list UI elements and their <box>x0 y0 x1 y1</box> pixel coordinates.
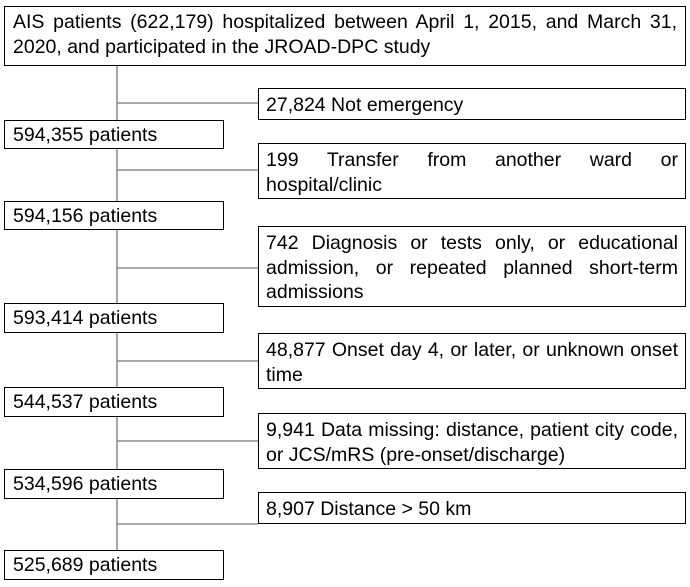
count-box-4: 544,537 patients <box>4 387 224 417</box>
exclusion-box-2: 199 Transfer from another ward or hospital/clinic <box>258 143 686 199</box>
exclusion-box-1: 27,824 Not emergency <box>258 88 686 120</box>
start-box: AIS patients (622,179) hospitalized between April 1, 2015, and March 31, 2020, and participated in the JROAD-DPC study <box>4 6 686 66</box>
exclusion-box-3: 742 Diagnosis or tests only, or educational admission, or repeated planned short-term admissions <box>258 226 686 307</box>
count-box-2: 594,156 patients <box>4 201 224 230</box>
exclusion-box-5: 9,941 Data missing: distance, patient city code, or JCS/mRS (pre-onset/discharge) <box>258 413 686 469</box>
exclusion-box-4: 48,877 Onset day 4, or later, or unknown onset time <box>258 333 686 389</box>
exclusion-box-6: 8,907 Distance > 50 km <box>258 492 686 524</box>
count-box-3: 593,414 patients <box>4 303 224 333</box>
count-box-5: 534,596 patients <box>4 469 224 499</box>
count-box-1: 594,355 patients <box>4 120 224 149</box>
count-box-6: 525,689 patients <box>4 550 224 580</box>
